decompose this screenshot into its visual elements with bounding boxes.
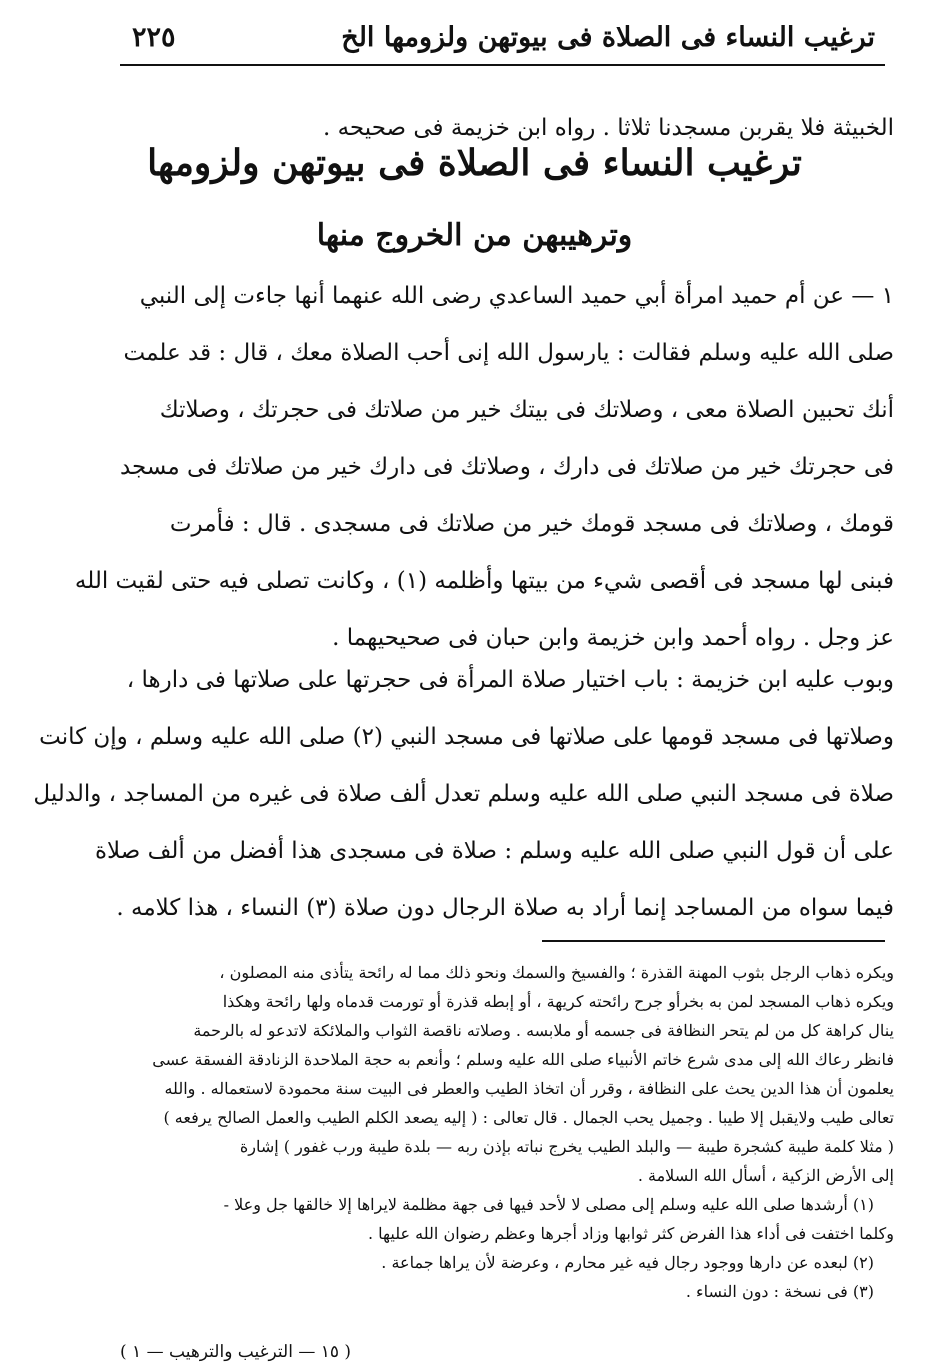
text-line: ١ — عن أم حميد امرأة أبي حميد الساعدي رضى الله عنهما أنها جاءت إلى النبي <box>139 283 894 309</box>
commentary-line: ويكره ذهاب الرجل بثوب المهنة القذرة ؛ والفسيخ والسمك ونحو ذلك مما له رائحة يتأذى منه المصلون ، <box>219 963 894 982</box>
text-line: قومك ، وصلاتك فى مسجد قومك خير من صلاتك فى مسجدى . قال : فأمرت <box>169 511 894 537</box>
footnote-3: (٣) فى نسخة : دون النساء . <box>685 1282 874 1301</box>
running-title: ترغيب النساء فى الصلاة فى بيوتهن ولزومها الخ <box>341 22 875 53</box>
hadith-paragraph <box>74 268 894 667</box>
page-number: ٢٢٥ <box>132 22 176 53</box>
commentary-line: إلى الأرض الزكية ، أسأل الله السلامة . <box>637 1166 894 1185</box>
commentary-line: ( مثلا كلمة طيبة كشجرة طيبة — والبلد الطيب يخرج نباته بإذن ربه — بلدة طيبة ورب غفور ) إشارة <box>239 1137 894 1156</box>
footnotes-section <box>95 958 894 1306</box>
footnote-divider <box>542 940 885 942</box>
text-line: عز وجل . رواه أحمد وابن خزيمة وابن حبان فى صحيحيهما . <box>332 625 894 651</box>
bab-paragraph <box>33 652 894 937</box>
intro-line: الخبيثة فلا يقربن مسجدنا ثلاثا . رواه ابن خزيمة فى صحيحه . <box>322 115 894 141</box>
text-line: فبنى لها مسجد فى أقصى شيء من بيتها وأظلمه (١) ، وكانت تصلى فيه حتى لقيت الله <box>74 568 894 594</box>
commentary-line: يعلمون أن هذا الدين يحث على النظافة ، وقرر أن اتخاذ الطيب والعطر فى البيت سنة محمودة لاستعماله . والله <box>164 1079 894 1098</box>
text-line: صلاة فى مسجد النبي صلى الله عليه وسلم تعدل ألف صلاة فى غيره من المساجد ، والدليل <box>33 781 894 807</box>
commentary-line: ويكره ذهاب المسجد لمن به بخرأو جرح رائحته كريهة ، أو إبطه قذرة أو تورمت قدماه ولها رائحة وهكذا <box>222 992 894 1011</box>
commentary-line: فانظر رعاك الله إلى مدى شرع خاتم الأنبياء صلى الله عليه وسلم ؛ وأنعم به حجة الملاحدة الزنادقة الفسقة عسى <box>152 1050 894 1069</box>
commentary-line: تعالى طيب ولايقبل إلا طيبا . وجميل يحب الجمال . قال تعالى : ( إليه يصعد الكلم الطيب والعمل الصالح يرفعه ) <box>163 1108 894 1127</box>
page-header <box>120 14 885 66</box>
footnote-1: (١) أرشدها صلى الله عليه وسلم إلى مصلى لا لأحد فيها فى جهة مظلمة لايراها إلا خالقها جل وعلا - <box>223 1195 874 1214</box>
text-line: على أن قول النبي صلى الله عليه وسلم : صلاة فى مسجدى هذا أفضل من ألف صلاة <box>94 838 894 864</box>
text-line: فيما سواه من المساجد إنما أراد به صلاة الرجال دون صلاة (٣) النساء ، هذا كلامه . <box>116 895 894 921</box>
text-line: فى حجرتك خير من صلاتك فى دارك ، وصلاتك فى دارك خير من صلاتك فى مسجد <box>119 454 894 480</box>
text-line: أنك تحبين الصلاة معى ، وصلاتك فى بيتك خير من صلاتك فى حجرتك ، وصلاتك <box>159 397 894 423</box>
text-line: وبوب عليه ابن خزيمة : باب اختيار صلاة المرأة فى حجرتها على صلاتها فى دارها ، <box>126 667 894 693</box>
chapter-heading: ترغيب النساء فى الصلاة فى بيوتهن ولزومها <box>147 142 802 184</box>
text-line: صلى الله عليه وسلم فقالت : يارسول الله إنى أحب الصلاة معك ، قال : قد علمت <box>123 340 894 366</box>
printer-signature-mark: ( ١٥ — الترغيب والترهيب — ١ ) <box>120 1342 352 1362</box>
footnote-1-continued: وكلما اختفت فى أداء هذا الفرض كثر ثوابها وزاد أجرها وعظم رضوان الله عليها . <box>368 1224 894 1243</box>
chapter-subheading: وترهيبهن من الخروج منها <box>316 218 633 253</box>
text-line: وصلاتها فى مسجد قومها على صلاتها فى مسجد النبي (٢) صلى الله عليه وسلم ، وإن كانت <box>39 724 894 750</box>
commentary-line: ينال كراهة كل من لم يتحر النظافة فى جسمه أو ملابسه . وصلاته ناقصة الثواب والملائكة لاتدعو له بالرحمة <box>193 1021 894 1040</box>
footnote-2: (٢) لبعده عن دارها ووجود رجال فيه غير محارم ، وعرضة لأن يراها جماعة . <box>381 1253 874 1272</box>
